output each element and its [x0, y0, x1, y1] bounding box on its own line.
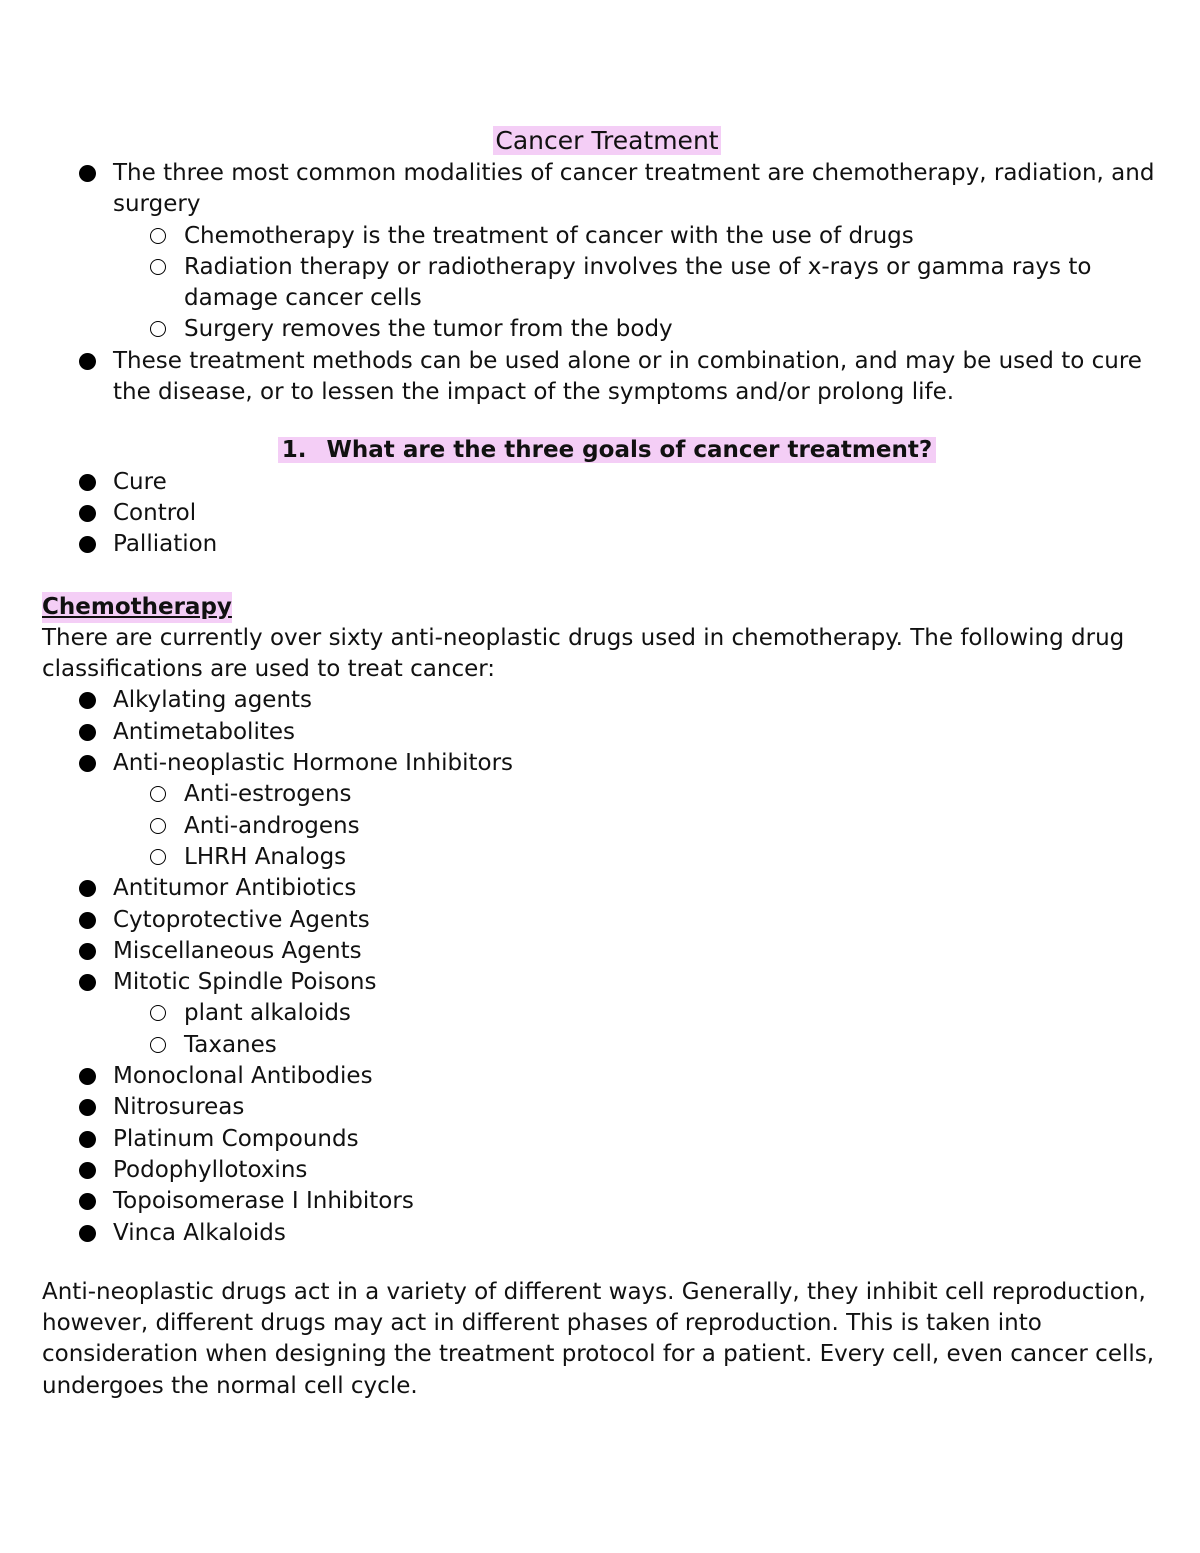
answer-item-cure: Cure — [113, 467, 1172, 498]
drug-class-item: Topoisomerase I Inhibitors — [113, 1186, 1172, 1217]
modalities-sublist — [113, 221, 1172, 346]
answer-item-control: Control — [113, 498, 1172, 529]
question-number: 1. — [281, 437, 307, 464]
drug-class-item: Nitrosureas — [113, 1092, 1172, 1123]
answer-item-palliation: Palliation — [113, 529, 1172, 560]
drug-class-item: Alkylating agents — [113, 685, 1172, 716]
drug-class-item: Monoclonal Antibodies — [113, 1061, 1172, 1092]
page-title — [42, 124, 1172, 158]
drug-subclass-item: Anti-androgens — [184, 811, 1172, 842]
drug-class-item: Podophyllotoxins — [113, 1155, 1172, 1186]
question-heading — [42, 435, 1172, 466]
drug-class-item: Miscellaneous Agents — [113, 936, 1172, 967]
drug-class-item: Antimetabolites — [113, 717, 1172, 748]
intro-item-modalities — [113, 158, 1172, 346]
hormone-inhibitor-sublist — [113, 779, 1172, 873]
drug-class-label: Anti-neoplastic Hormone Inhibitors — [113, 750, 514, 777]
chemotherapy-heading: Chemotherapy — [42, 592, 232, 623]
sub-item-surgery: Surgery removes the tumor from the body — [184, 314, 1172, 345]
title-highlight: Cancer Treatment — [495, 126, 719, 155]
question-text: What are the three goals of cancer treatment? — [326, 437, 933, 464]
drug-subclass-item: Anti-estrogens — [184, 779, 1172, 810]
closing-paragraph: Anti-neoplastic drugs act in a variety of different ways. Generally, they inhibit cell reproduction, however, different drugs may act in different phases of reproduction. This is taken into consideration when designing the treatment protocol for a patient. Every cell, even cancer cells, undergoes the normal cell cycle. — [42, 1278, 1155, 1399]
intro-item-text: The three most common modalities of cancer treatment are chemotherapy, radiation, and surgery — [113, 160, 1155, 218]
drug-class-item: Antitumor Antibiotics — [113, 873, 1172, 904]
document-page — [42, 124, 1172, 1402]
question-highlight — [278, 437, 936, 463]
sub-item-chemotherapy: Chemotherapy is the treatment of cancer with the use of drugs — [184, 221, 1172, 252]
spindle-poison-sublist — [113, 998, 1172, 1061]
intro-list — [42, 158, 1172, 408]
drug-subclass-item: plant alkaloids — [184, 998, 1172, 1029]
drug-class-list — [42, 685, 1172, 1248]
drug-class-item: Vinca Alkaloids — [113, 1218, 1172, 1249]
answer-list — [42, 467, 1172, 561]
intro-item-combination: These treatment methods can be used alone or in combination, and may be used to cure the disease, or to lessen the impact of the symptoms and/or prolong life. — [113, 346, 1172, 409]
chemotherapy-intro: There are currently over sixty anti-neoplastic drugs used in chemotherapy. The following drug classifications are used to treat cancer: — [42, 624, 1125, 683]
drug-class-item: Cytoprotective Agents — [113, 905, 1172, 936]
drug-class-item: Platinum Compounds — [113, 1124, 1172, 1155]
drug-class-item — [113, 748, 1172, 873]
drug-subclass-item: LHRH Analogs — [184, 842, 1172, 873]
drug-class-item — [113, 967, 1172, 1061]
drug-class-label: Mitotic Spindle Poisons — [113, 969, 377, 996]
sub-item-radiation: Radiation therapy or radiotherapy involves the use of x-rays or gamma rays to damage cancer cells — [184, 252, 1172, 315]
drug-subclass-item: Taxanes — [184, 1030, 1172, 1061]
